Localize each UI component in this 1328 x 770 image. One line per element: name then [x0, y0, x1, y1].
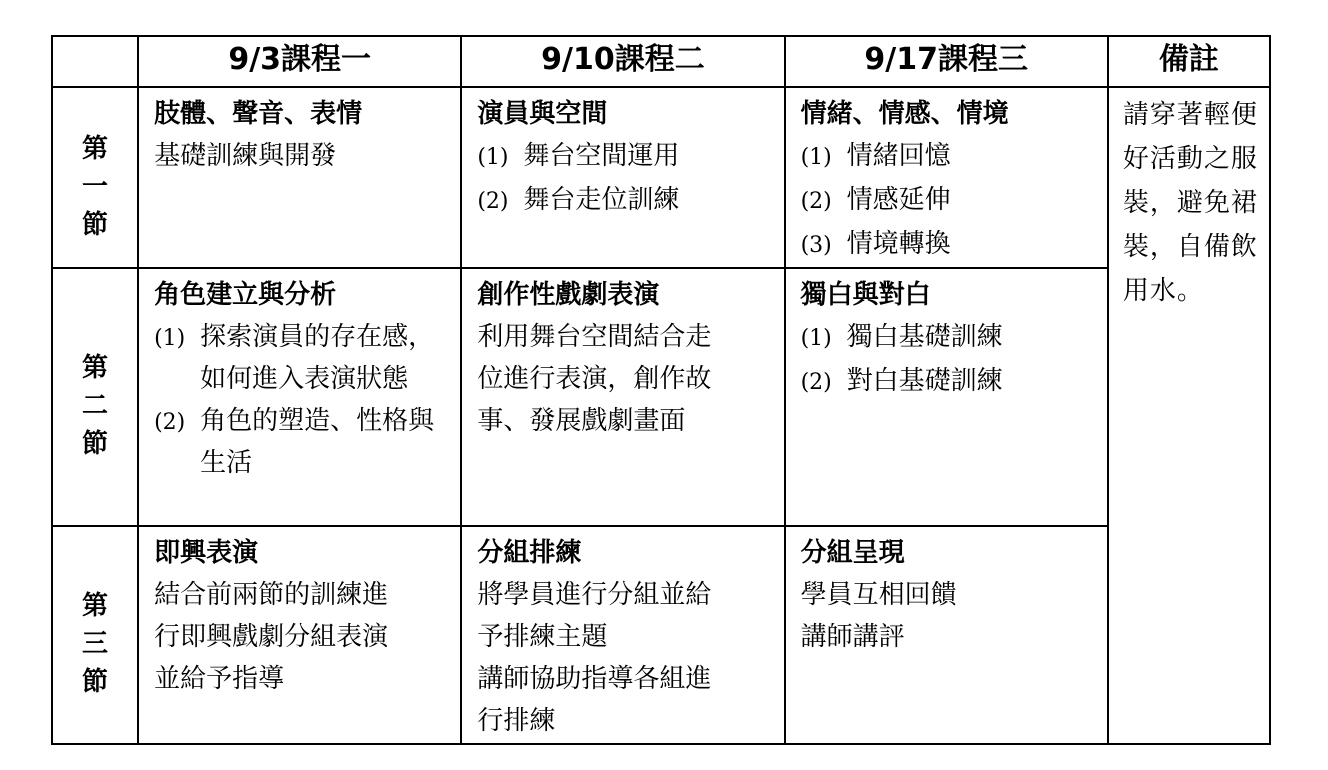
cell-title: 演員與空間 [477, 99, 608, 129]
table-row [52, 87, 1270, 268]
list-item [477, 135, 773, 179]
table-row [52, 268, 1270, 526]
cell-title: 分組呈現 [800, 538, 905, 568]
item-number: (2) [800, 370, 832, 395]
schedule-document [51, 35, 1271, 745]
item-text: 情境轉換 [846, 229, 951, 259]
header-row [52, 36, 1270, 87]
period-char: 第 [82, 353, 109, 383]
item-text: 獨白基礎訓練 [846, 322, 1003, 352]
list-item [801, 223, 1097, 267]
period-char: 二 [82, 391, 109, 421]
cell-line: 行排練 [477, 706, 556, 736]
remarks-text: 請穿著輕便好活動之服裝，避免裙裝，自備飲用水。 [1122, 100, 1258, 306]
table-row [52, 526, 1270, 744]
cell-r3-c3 [785, 526, 1108, 744]
cell-line: 學員互相回饋 [800, 580, 957, 610]
item-number: (2) [800, 189, 832, 214]
period-label-3 [52, 526, 138, 744]
cell-r3-c2 [461, 526, 784, 744]
period-char: 第 [82, 591, 109, 621]
item-text: 情緒回憶 [846, 141, 951, 171]
cell-r1-c1 [138, 87, 461, 268]
list-item [801, 179, 1097, 223]
cell-title: 創作性戲劇表演 [477, 280, 660, 310]
period-char: 第 [82, 133, 109, 164]
item-text: 探索演員的存在感，如何進入表演狀態 [200, 322, 435, 394]
course-schedule-table [51, 35, 1271, 745]
cell-line: 事、發展戲劇畫面 [477, 406, 686, 436]
cell-r1-c3 [785, 87, 1108, 268]
cell-line: 位進行表演，創作故 [477, 364, 712, 394]
period-char: 節 [82, 209, 109, 240]
item-number: (3) [800, 233, 832, 258]
cell-line: 行即興戲劇分組表演 [154, 622, 389, 652]
cell-title: 即興表演 [154, 538, 259, 568]
cell-r1-c2 [461, 87, 784, 268]
list-item [477, 179, 773, 223]
period-char: 一 [82, 171, 109, 202]
cell-title: 獨白與對白 [800, 280, 931, 310]
cell-title: 角色建立與分析 [154, 280, 337, 310]
cell-title: 情緒、情感、情境 [800, 99, 1009, 129]
item-text: 情感延伸 [846, 185, 951, 215]
cell-line: 講師協助指導各組進 [477, 664, 712, 694]
cell-line: 將學員進行分組並給 [477, 580, 712, 610]
cell-r2-c3 [785, 268, 1108, 526]
cell-line: 講師講評 [800, 622, 905, 652]
period-char: 節 [82, 667, 109, 697]
cell-line: 基礎訓練與開發 [154, 141, 337, 171]
period-char: 節 [82, 429, 109, 459]
header-course-1: 9/3課程一 [138, 36, 461, 87]
cell-line: 結合前兩節的訓練進 [154, 580, 389, 610]
item-text: 舞台走位訓練 [523, 185, 680, 215]
list-item [154, 316, 450, 400]
period-label-1 [52, 87, 138, 268]
item-number: (2) [154, 410, 186, 435]
cell-line: 予排練主題 [477, 622, 608, 652]
cell-r2-c2 [461, 268, 784, 526]
cell-r3-c1 [138, 526, 461, 744]
header-course-3: 9/17課程三 [785, 36, 1108, 87]
item-number: (1) [800, 326, 832, 351]
list-item [801, 360, 1097, 404]
list-item [801, 135, 1097, 179]
list-item [801, 316, 1097, 360]
period-char: 三 [82, 629, 109, 659]
item-number: (1) [477, 145, 509, 170]
list-item [154, 400, 450, 484]
item-number: (1) [154, 326, 186, 351]
period-label-2 [52, 268, 138, 526]
cell-title: 肢體、聲音、表情 [154, 99, 363, 129]
item-number: (2) [477, 189, 509, 214]
header-course-2: 9/10課程二 [461, 36, 784, 87]
item-text: 對白基礎訓練 [846, 366, 1003, 396]
cell-r2-c1 [138, 268, 461, 526]
remarks-cell [1108, 87, 1270, 744]
cell-line: 並給予指導 [154, 664, 285, 694]
item-text: 舞台空間運用 [523, 141, 680, 171]
item-text: 角色的塑造、性格與生活 [200, 406, 435, 478]
cell-line: 利用舞台空間結合走 [477, 322, 712, 352]
header-remarks: 備註 [1108, 36, 1270, 87]
cell-title: 分組排練 [477, 538, 582, 568]
header-corner [52, 36, 138, 87]
item-number: (1) [800, 145, 832, 170]
